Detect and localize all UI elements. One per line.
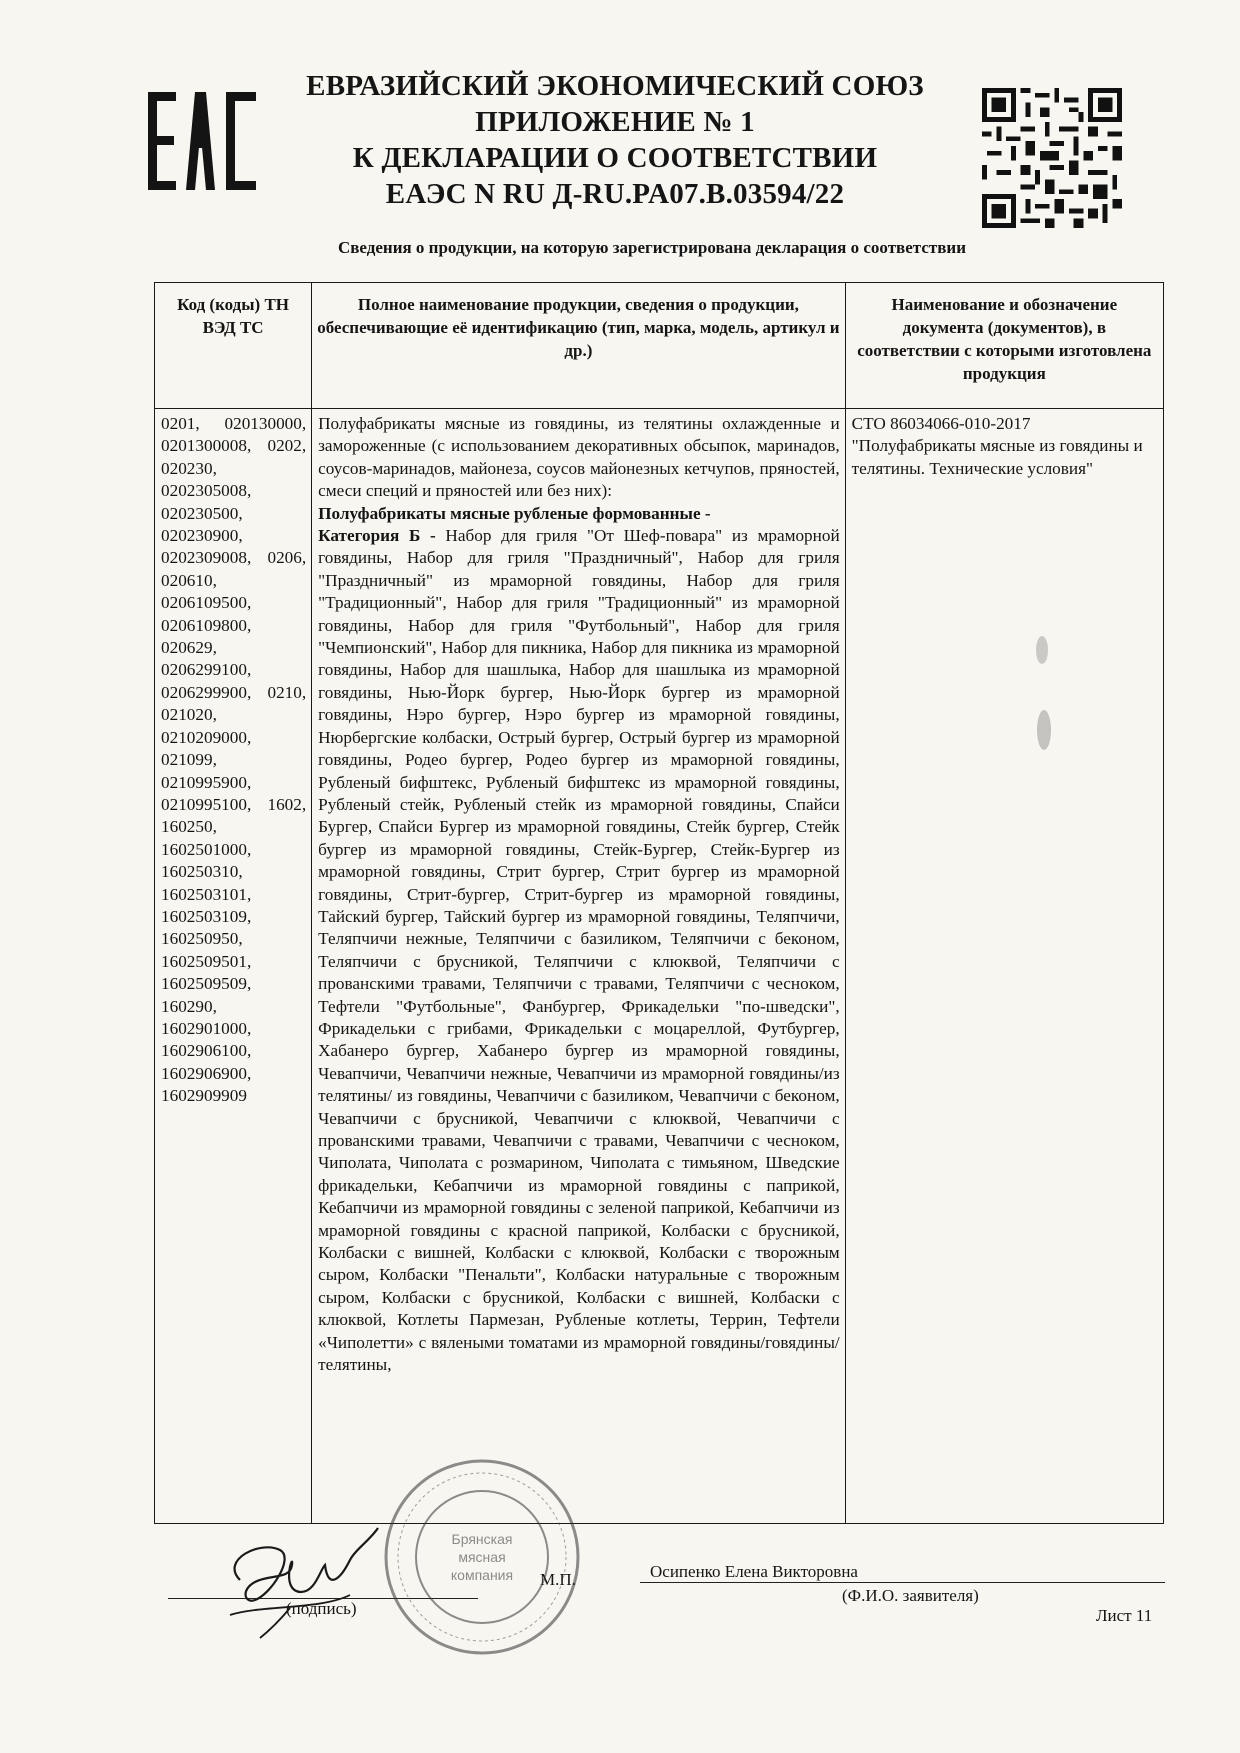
cell-product-description [312, 409, 846, 1524]
table-row [155, 409, 1164, 1524]
scan-smudge [1030, 630, 1056, 760]
document-header [290, 68, 940, 212]
product-group-title: Полуфабрикаты мясные рубленые формованные - [318, 503, 711, 523]
cell-document [845, 409, 1163, 1524]
product-intro: Полуфабрикаты мясные из говядины, из телятины охлажденные и замороженные (с использованием декоративных обсыпок, маринадов, соусов-маринадов, майонеза, соусов майонезных кетчупов, пряностей, смеси специй и пряностей или без них): [318, 414, 840, 501]
product-list: Набор для гриля "От Шеф-повара" из мраморной говядины, Набор для гриля "Праздничный", Набор для гриля "Праздничный" из мраморной говядины, Набор для гриля "Традиционный", Набор для гриля "Традиционный" из мраморной говядины, Набор для гриля "Футбольный", Набор для гриля "Чемпионский", Набор для пикника, Набор для пикника из мраморной говядины, Набор для шашлыка, Набор для шашлыка из мраморной говядины, Нью-Йорк бургер, Нью-Йорк бургер из мраморной говядины, Нэро бургер, Нэро бургер из мраморной говядины, Нюрбергские колбаски, Острый бургер, Острый бургер из мраморной говядины, Родео бургер, Родео бургер из мраморной говядины, Рубленый бифштекс, Рубленый бифштекс из мраморной говядины, Рубленый стейк, Рубленый стейк из мраморной говядины, Спайси Бургер, Спайси Бургер из мраморной говядины, Стейк бургер, Стейк бургер из мраморной говядины, Стейк-Бургер, Стейк-Бургер из мраморной говядины, Стрит бургер, Стрит бургер из мраморной говядины, Стрит-бургер, Стрит-бургер из мраморной говядины, Тайский бургер, Тайский бургер из мраморной говядины, Теляпчичи, Теляпчичи нежные, Теляпчичи с базиликом, Теляпчичи с беконом, Теляпчичи с брусникой, Теляпчичи с клюквой, Теляпчичи с прованскими травами, Теляпчичи с травами, Теляпчичи с чесноком, Тефтели "Футбольные", Фанбургер, Фрикадельки "по-шведски", Фрикадельки с грибами, Фрикадельки с моцареллой, Футбургер, Хабанеро бургер, Хабанеро бургер из мраморной говядины, Чевапчичи, Чевапчичи нежные, Чевапчичи из мраморной говядины/из телятины/ из говядины, Чевапчичи с базиликом, Чевапчичи с беконом, Чевапчичи с брусникой, Чевапчичи с клюквой, Чевапчичи с прованскими травами, Чевапчичи с травами, Чевапчичи с чесноком, Чиполата, Чиполата с розмарином, Чиполата с тимьяном, Шведские фрикадельки, Кебапчичи из мраморной говядины с паприкой, Кебапчичи из мраморной говядины с зеленой паприкой, Кебапчичи из мраморной говядины с красной паприкой, Колбаски с брусникой, Колбаски с вишней, Колбаски с клюквой, Колбаски с творожным сыром, Колбаски "Пенальти", Колбаски натуральные с творожным сыром, Колбаски с брусникой, Колбаски с вишней, Колбаски с клюквой, Котлеты Пармезан, Рубленые котлеты, Террин, Тефтели «Чиполетти» с вялеными томатами из мраморной говядины/говядины/телятины, [318, 526, 840, 1375]
qr-code-icon [982, 84, 1122, 232]
product-table [154, 282, 1164, 1524]
header-document: Наименование и обозначение документа (документов), в соответствии с которыми изготовлена продукция [845, 283, 1163, 409]
eac-logo [148, 92, 256, 190]
sheet-number: Лист 11 [1096, 1606, 1153, 1625]
signature-label: (подпись) [286, 1599, 357, 1618]
table-subtitle: Сведения о продукции, на которую зарегистрирована декларация о соответствии [337, 238, 967, 257]
applicant-name: Осипенко Елена Викторовна [650, 1562, 858, 1581]
stamp-place-label: М.П. [540, 1570, 576, 1589]
header-union-title: ЕВРАЗИЙСКИЙ ЭКОНОМИЧЕСКИЙ СОЮЗ [306, 70, 924, 102]
product-category: Категория Б - [318, 526, 436, 546]
cell-codes: 0201, 020130000, 0201300008, 0202, 020230, 0202305008, 020230500, 020230900, 0202309008, 0206, 020610, 0206109500, 0206109800, 020629, 0206299100, 0206299900, 0210, 021020, 0210209000, 021099, 0210995900, 0210995100, 1602, 160250, 1602501000, 160250310, 1602503101, 1602503109, 160250950, 1602509501, 1602509509, 160290, 1602901000, 1602906100, 1602906900, 1602909909 [155, 409, 312, 1524]
header-codes: Код (коды) ТН ВЭД ТС [155, 283, 312, 409]
svg-text:компания: компания [450, 1567, 514, 1583]
svg-text:мясная: мясная [458, 1549, 506, 1565]
header-appendix-title: ПРИЛОЖЕНИЕ № 1 [475, 106, 755, 138]
header-product-name: Полное наименование продукции, сведения о продукции, обеспечивающие её идентификацию (тип, марка, модель, артикул и др.) [312, 283, 846, 409]
handwritten-signature [200, 1520, 390, 1640]
applicant-name-label: (Ф.И.О. заявителя) [842, 1586, 979, 1605]
header-declaration-title: К ДЕКЛАРАЦИИ О СООТВЕТСТВИИ [352, 142, 878, 174]
company-stamp [372, 1452, 592, 1662]
document-code: СТО 86034066-010-2017 [851, 414, 1031, 433]
header-declaration-number: ЕАЭС N RU Д-RU.PA07.B.03594/22 [385, 178, 845, 210]
svg-text:Брянская: Брянская [451, 1531, 513, 1547]
applicant-name-line [640, 1582, 1165, 1583]
document-title: "Полуфабрикаты мясные из говядины и телятины. Технические условия" [851, 436, 1143, 478]
